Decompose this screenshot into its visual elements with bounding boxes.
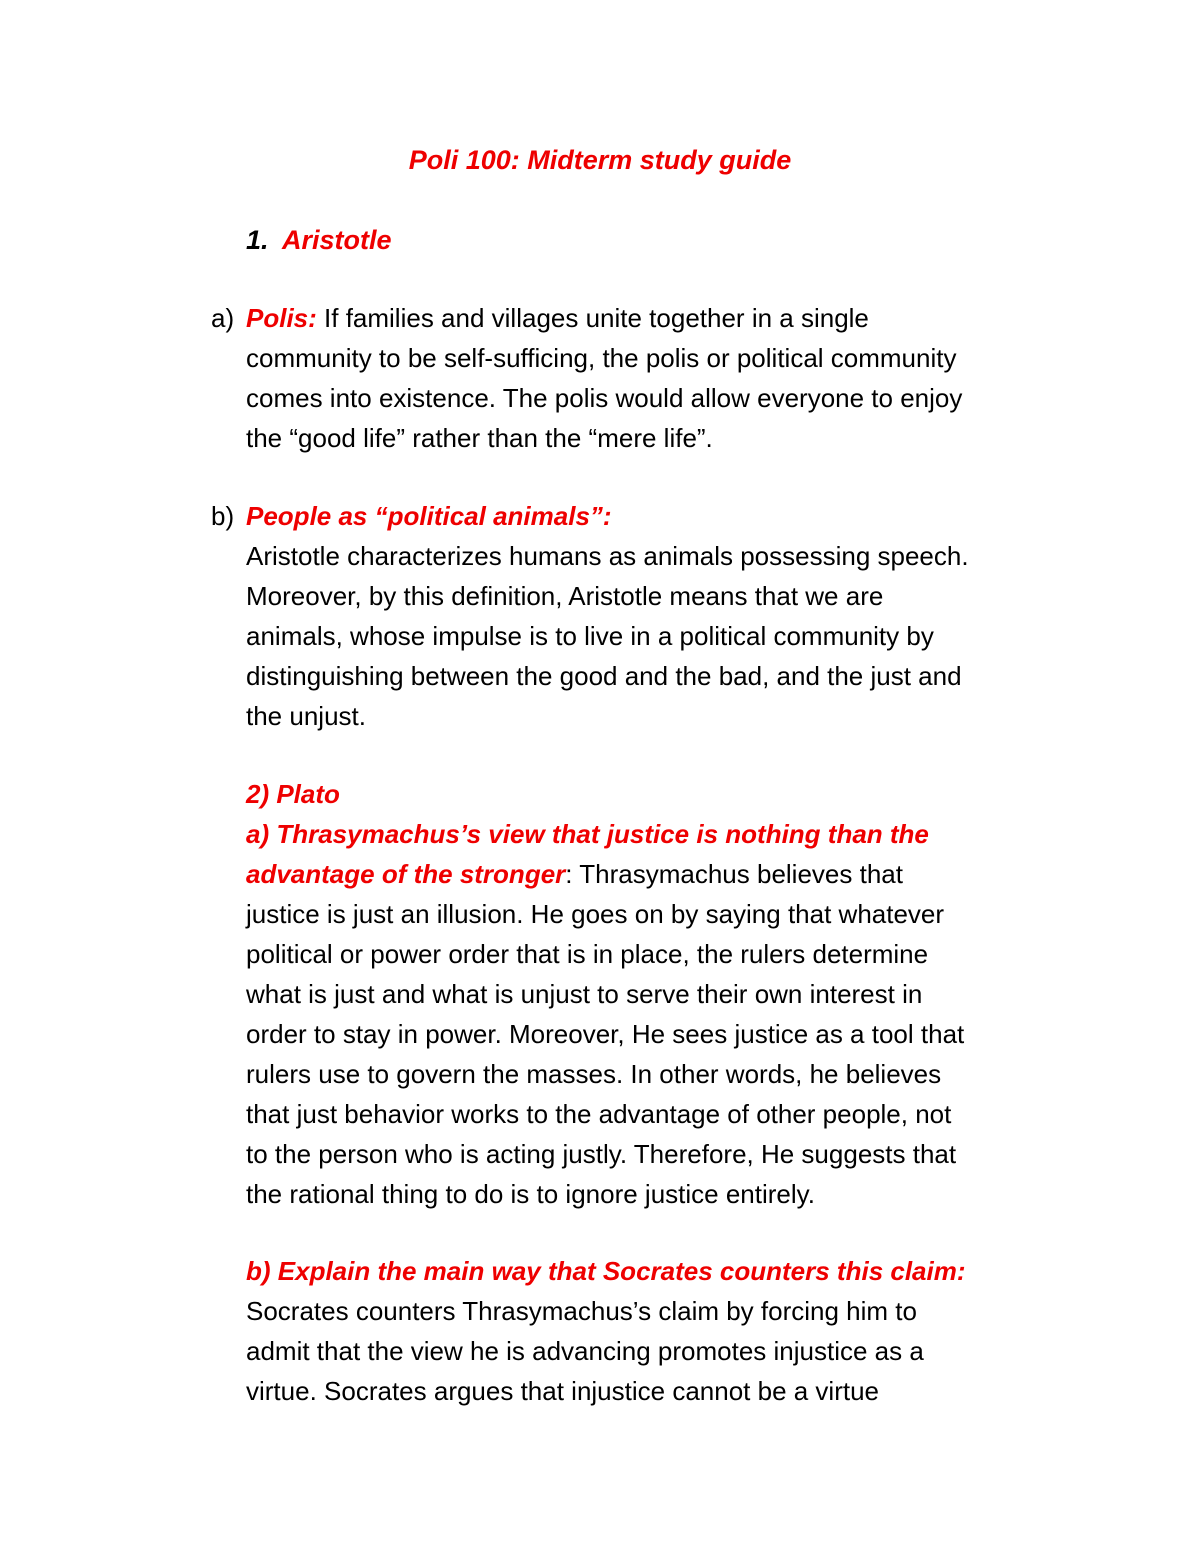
section-1-heading: Aristotle <box>282 225 392 255</box>
item-a-line-1: Polis: If families and villages unite together in a single <box>246 303 869 333</box>
plato-a-line-1: justice is just an illusion. He goes on by saying that whatever <box>246 899 945 929</box>
plato-b-line-3: virtue. Socrates argues that injustice cannot be a virtue <box>246 1376 880 1406</box>
plato-a-line-2: political or power order that is in place, the rulers determine <box>246 939 929 969</box>
item-b-line-5: the unjust. <box>246 701 366 731</box>
item-b-line-2: Moreover, by this definition, Aristotle means that we are <box>246 581 884 611</box>
item-b-paragraph <box>246 496 1036 736</box>
section-2-heading: 2) Plato <box>246 779 340 809</box>
item-b-line-1: Aristotle characterizes humans as animals possessing speech. <box>246 541 969 571</box>
section-2-block <box>246 774 1036 1214</box>
plato-a-line-6: that just behavior works to the advantage of other people, not <box>246 1099 952 1129</box>
item-a-line-3: comes into existence. The polis would allow everyone to enjoy <box>246 383 963 413</box>
plato-b-term: b) Explain the main way that Socrates counters this claim: <box>246 1256 966 1286</box>
section-1-number: 1. <box>246 225 269 255</box>
item-b-marker: b) <box>211 501 235 531</box>
plato-a-line-5: rulers use to govern the masses. In other words, he believes <box>246 1059 942 1089</box>
plato-a-line-7: to the person who is acting justly. Therefore, He suggests that <box>246 1139 957 1169</box>
item-a-line-4: the “good life” rather than the “mere life”. <box>246 423 713 453</box>
plato-b-line-2: admit that the view he is advancing promotes injustice as a <box>246 1336 924 1366</box>
plato-a-line-8: the rational thing to do is to ignore justice entirely. <box>246 1179 815 1209</box>
item-b-line-3: animals, whose impulse is to live in a political community by <box>246 621 934 651</box>
plato-a-line-4: order to stay in power. Moreover, He sees justice as a tool that <box>246 1019 965 1049</box>
item-a-marker: a) <box>211 303 235 333</box>
plato-a-term-line-1: a) Thrasymachus’s view that justice is nothing than the <box>246 819 929 849</box>
item-a-line-2: community to be self-sufficing, the polis or political community <box>246 343 957 373</box>
plato-b-block <box>246 1251 1036 1411</box>
plato-b-line-1: Socrates counters Thrasymachus’s claim by forcing him to <box>246 1296 917 1326</box>
item-b-line-4: distinguishing between the good and the bad, and the just and <box>246 661 962 691</box>
plato-a-line-0: advantage of the stronger: Thrasymachus believes that <box>246 859 903 889</box>
page-title: Poli 100: Midterm study guide <box>408 145 792 175</box>
plato-a-term-line-2: advantage of the stronger <box>246 859 566 889</box>
item-a-paragraph <box>246 298 1036 458</box>
plato-a-line-3: what is just and what is unjust to serve their own interest in <box>246 979 923 1009</box>
item-b-term: People as “political animals”: <box>246 501 612 531</box>
item-a-term: Polis: <box>246 303 317 333</box>
